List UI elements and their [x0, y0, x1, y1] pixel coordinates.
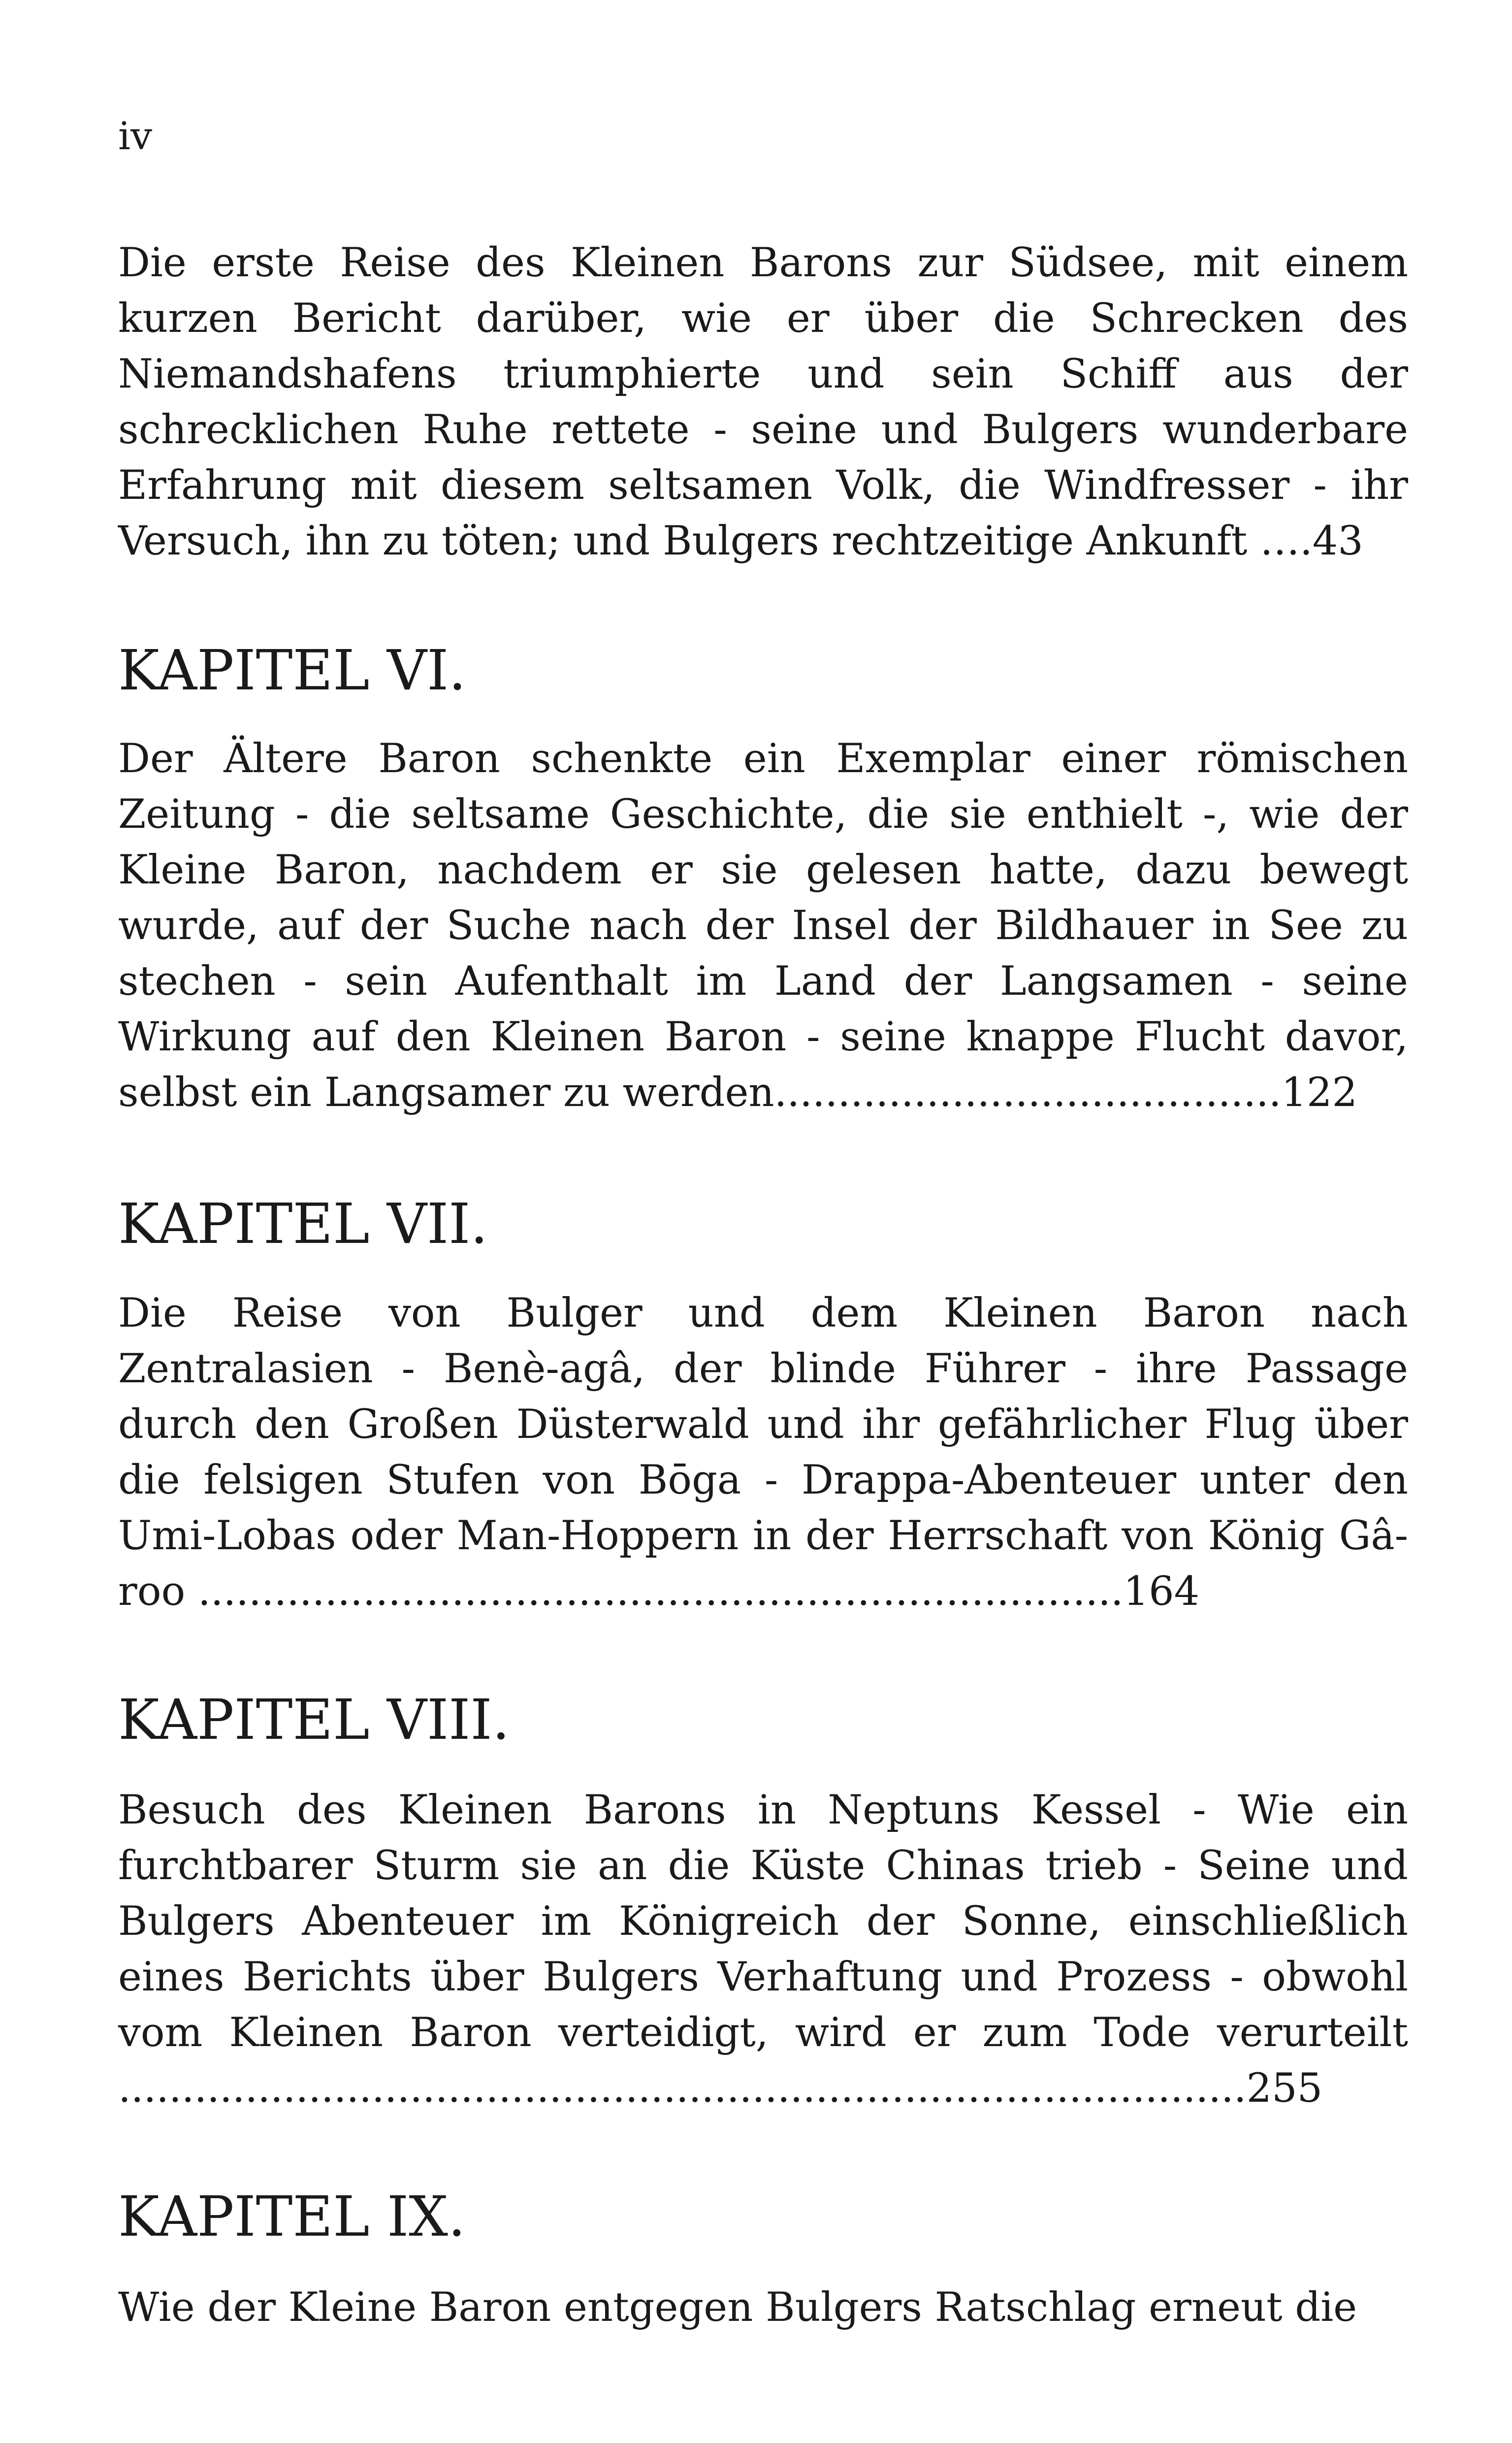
chapter-vi-description: Der Ältere Baron schenkte ein Exemplar einer römischen Zeitung - die seltsame Geschichte, die sie enthielt -, wie der Kleine Baron, nachdem er sie gelesen hatte, dazu bewegt wurde, auf der Suche nach der Insel der Bildhauer in See zu stechen - sein Aufenthalt im Land der Langsamen - seine Wirkung auf den Kleinen Baron - seine knappe Flucht davor, selbst ein Langsamer zu werden........................................122 [118, 736, 1408, 1116]
chapter-vi-heading: KAPITEL VI. [118, 639, 466, 703]
chapter-viii-description: Besuch des Kleinen Barons in Neptuns Kessel - Wie ein furchtbarer Sturm sie an die Küste Chinas trieb - Seine und Bulgers Abenteuer im Königreich der Sonne, einschließlich eines Berichts über Bulgers Verhaftung und Prozess - obwohl vom Kleinen Baron verteidigt, wird er zum Tode verurteilt .........................................................................................255 [118, 1787, 1408, 2112]
chapter-ix-description: Wie der Kleine Baron entgegen Bulgers Ratschlag erneut die [118, 2284, 1357, 2331]
chapter-v-description: Die erste Reise des Kleinen Barons zur Südsee, mit einem kurzen Bericht darüber, wie er über die Schrecken des Niemandshafens triumphierte und sein Schiff aus der schrecklichen Ruhe rettete - seine und Bulgers wunderbare Erfahrung mit diesem seltsamen Volk, die Windfresser - ihr Versuch, ihn zu töten; und Bulgers rechtzeitige Ankunft ….43 [118, 240, 1408, 564]
chapter-vii-description: Die Reise von Bulger und dem Kleinen Baron nach Zentralasien - Benè-agâ, der blinde Führer - ihre Passage durch den Großen Düsterwald und ihr gefährlicher Flug über die felsigen Stufen von Bōga - Drappa-Abenteuer unter den Umi-Lobas oder Man-Hoppern in der Herrschaft von König Gâ-roo .........................................................................164 [118, 1290, 1408, 1615]
chapter-viii-heading: KAPITEL VIII. [118, 1688, 510, 1752]
chapter-vii-heading: KAPITEL VII. [118, 1192, 488, 1256]
page-number: iv [118, 114, 153, 159]
chapter-ix-heading: KAPITEL IX. [118, 2185, 466, 2249]
